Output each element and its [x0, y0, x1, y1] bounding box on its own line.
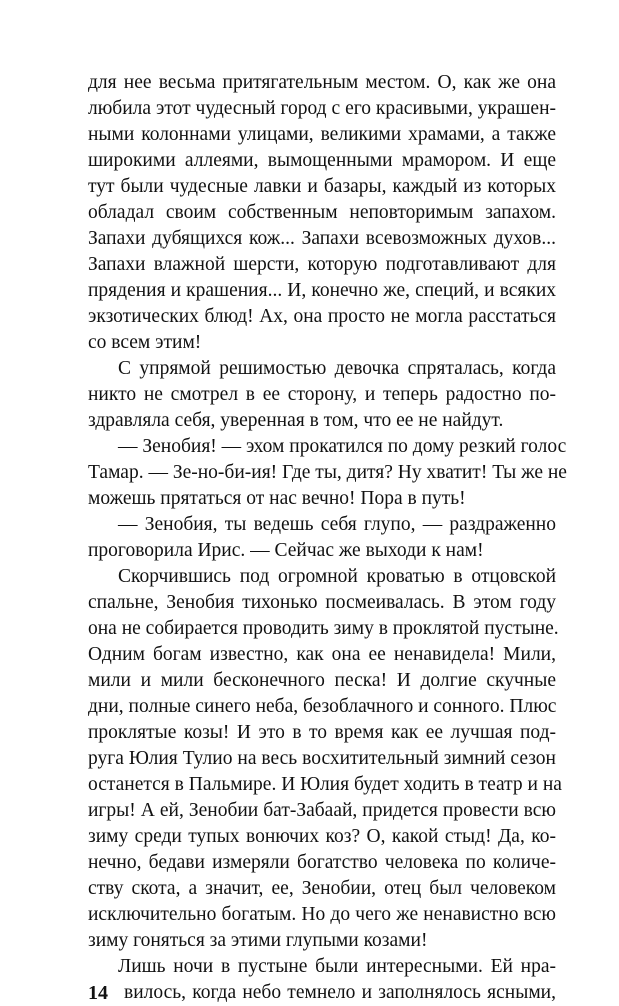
text-line: ству скота, а значит, ее, Зенобии, отец был человеком: [88, 878, 556, 899]
text-line: со всем этим!: [88, 332, 202, 353]
text-line: экзотических блюд! Ах, она просто не могла расстаться: [88, 306, 556, 327]
text-line: спальне, Зенобия тихонько посмеивалась. В этом году: [88, 592, 556, 613]
text-line: проговорила Ирис. — Сейчас же выходи к нам!: [88, 540, 484, 561]
text-line: Лишь ночи в пустыне были интересными. Ей нра-: [118, 956, 556, 977]
text-line: она не собирается проводить зиму в проклятой пустыне.: [88, 618, 559, 639]
text-line: останется в Пальмире. И Юлия будет ходить в театр и на: [88, 774, 562, 795]
text-line: дни, полные синего неба, безоблачного и сонного. Плюс: [88, 696, 557, 717]
text-line: тут были чудесные лавки и базары, каждый из которых: [88, 176, 556, 197]
text-line: руга Юлия Тулио на весь восхитительный зимний сезон: [88, 748, 556, 769]
text-line: Запахи влажной шерсти, которую подготавливают для: [88, 254, 556, 275]
text-line: Одним богам известно, как она ее ненавидела! Мили,: [88, 644, 556, 665]
text-line: обладал своим собственным неповторимым запахом.: [88, 202, 556, 223]
text-line: здравляла себя, уверенная в том, что ее не найдут.: [88, 410, 504, 431]
text-line: проклятые козы! И это в то время как ее лучшая под-: [88, 722, 556, 743]
text-line: — Зенобия! — эхом прокатился по дому резкий голос: [118, 436, 567, 457]
text-line: нечно, бедави измеряли богатство человека по количе-: [88, 852, 556, 873]
text-line: зиму гоняться за этими глупыми козами!: [88, 930, 428, 951]
text-line: игры! А ей, Зенобии бат-Забаай, придется провести всю: [88, 800, 556, 821]
text-line: любила этот чудесный город с его красивыми, украшен-: [88, 98, 556, 119]
text-line: для нее весьма притягательным местом. О, как же она: [88, 72, 556, 93]
text-line: зиму среди тупых вонючих коз? О, какой стыд! Да, ко-: [88, 826, 556, 847]
text-line: можешь прятаться от нас вечно! Пора в путь!: [88, 488, 466, 509]
text-line: Тамар. — Зе-но-би-ия! Где ты, дитя? Ну хватит! Ты же не: [88, 462, 567, 483]
text-line: исключительно богатым. Но до чего же ненавистно всю: [88, 904, 556, 925]
text-line: С упрямой решимостью девочка спряталась, когда: [118, 358, 556, 379]
text-line: широкими аллеями, вымощенными мрамором. И еще: [88, 150, 556, 171]
text-line: Запахи дубящихся кож... Запахи всевозможных духов...: [88, 228, 556, 249]
text-line: прядения и крашения... И, конечно же, специй, и всяких: [88, 280, 556, 301]
text-line: ными колоннами улицами, великими храмами, а также: [88, 124, 556, 145]
text-line: никто не смотрел в ее сторону, и теперь радостно по-: [88, 384, 556, 405]
text-line: Скорчившись под огромной кроватью в отцовской: [118, 566, 556, 587]
page-body: [88, 70, 567, 1006]
text-block: [88, 70, 567, 980]
page-number: 14: [88, 982, 108, 1004]
footer-row: [88, 980, 556, 1006]
text-line: — Зенобия, ты ведешь себя глупо, — раздраженно: [118, 514, 556, 535]
text-line-footer: вилось, когда небо темнело и заполнялось ясными,: [124, 982, 556, 1003]
text-line: мили и мили бесконечного песка! И долгие скучные: [88, 670, 556, 691]
